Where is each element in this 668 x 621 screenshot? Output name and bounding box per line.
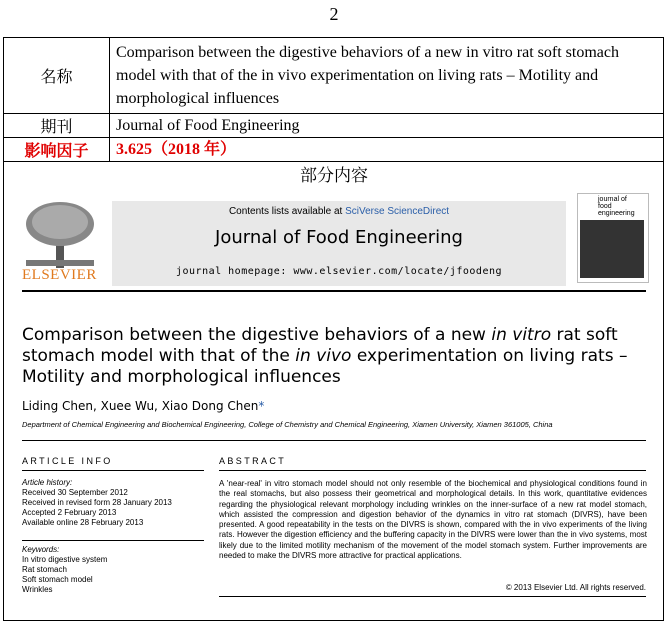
keywords: Keywords: In vitro digestive system Rat stomach Soft stomach model Wrinkles	[22, 545, 108, 594]
journal-label: 期刊	[4, 114, 110, 138]
publisher-logo: ELSEVIER	[22, 267, 97, 283]
article-info-heading: ARTICLE INFO	[22, 456, 113, 466]
cover-image	[580, 220, 644, 278]
copyright: © 2013 Elsevier Ltd. All rights reserved.	[505, 583, 646, 592]
contents-line: Contents lists available at SciVerse ScienceDirect	[228, 206, 450, 217]
sciencedirect-link[interactable]: SciVerse ScienceDirect	[345, 206, 450, 217]
article-title: Comparison between the digestive behaviors of a new in vitro rat soft stomach model with that of the in vivo experimentation on living rats – Motility and morphological influences	[22, 325, 628, 387]
name-label: 名称	[4, 38, 110, 114]
divider	[219, 470, 646, 471]
authors: Liding Chen, Xuee Wu, Xiao Dong Chen*	[22, 399, 265, 413]
journal-value: Journal of Food Engineering	[110, 114, 664, 138]
journal-banner	[112, 201, 566, 286]
impact-label: 影响因子	[4, 138, 110, 162]
header-rule	[22, 290, 646, 292]
cover-title: journal of food engineering	[598, 196, 635, 217]
article-history: Article history: Received 30 September 2012 Received in revised form 28 January 2013 Accepted 2 February 2013 Available online 28 February 2013	[22, 478, 172, 527]
affiliation: Department of Chemical Engineering and Biochemical Engineering, College of Chemistry and Chemical Engineering, Xiamen University, Xiamen 361005, China	[22, 420, 553, 429]
divider	[22, 470, 204, 471]
page-number: 2	[329, 4, 339, 24]
impact-value: 3.625（2018 年）	[110, 138, 664, 162]
journal-name: Journal of Food Engineering	[215, 227, 463, 248]
divider	[22, 440, 646, 441]
divider	[22, 540, 204, 541]
abstract-heading: ABSTRACT	[219, 456, 287, 466]
divider	[219, 596, 646, 597]
corresponding-author-mark[interactable]: *	[258, 399, 265, 413]
abstract-text: A 'near-real' in vitro stomach model should not only resemble of the biochemical and physiological conditions found in the real stomachs, but also possess their geometrical and morphological details. In this work, quantitative evidences regarding the physiological relevant morphology including wrinkles on the inner-surface of a new rat model stomach, which assisted the compression and digestion behavior of the dynamics in vitro rat stomach (DIVRS), have been presented. A good repeatability in the tests on the DIVRS is shown, compared with the in vivo experiments of the living rats. However the digestion efficiency and the buffering capacity in the DIVRS were lower than the in vivo systems, most likely due to the limited motility mechanism of the movement of the model stomach system. Further improvements are needed to make the DIVRS more attractive for practical applications.	[219, 479, 647, 561]
info-table	[3, 37, 664, 162]
elsevier-tree-logo	[22, 200, 98, 270]
name-value: Comparison between the digestive behaviors of a new in vitro rat soft stomach model with that of the in vivo experimentation on living rats – Motility and morphological influences	[110, 38, 664, 114]
journal-homepage: journal homepage: www.elsevier.com/locate/jfoodeng	[175, 266, 503, 277]
journal-cover	[577, 193, 649, 283]
partial-content-label: 部分内容	[300, 166, 368, 185]
